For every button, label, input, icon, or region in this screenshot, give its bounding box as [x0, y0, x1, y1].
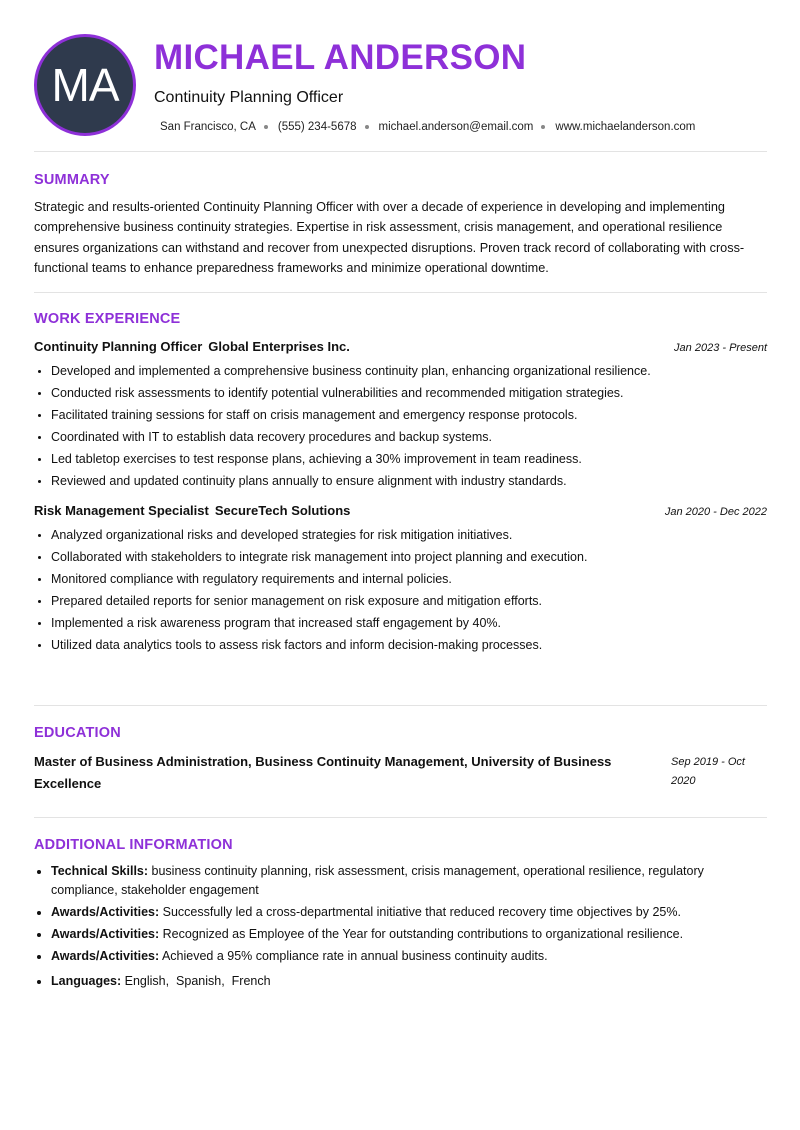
- list-item: [51, 972, 767, 991]
- list-item: • Conducted risk assessments to identify potential vulnerabilities and recommended mitigation strategies.: [51, 382, 767, 404]
- contact-location: San Francisco, CA: [160, 121, 256, 133]
- avatar: MA: [34, 34, 136, 136]
- job-role: [34, 339, 350, 354]
- job-bullets: [34, 524, 767, 657]
- separator-dot: [541, 125, 545, 129]
- list-item: • Collaborated with stakeholders to integrate risk management into project planning and execution.: [51, 546, 767, 568]
- job-date: Jan 2020 - Dec 2022: [664, 505, 767, 518]
- list-item: [51, 903, 767, 922]
- work-experience-section: [34, 293, 767, 687]
- job-entry: [34, 503, 767, 657]
- job-company: SecureTech Solutions: [214, 502, 351, 518]
- info-label: Languages:: [51, 974, 122, 988]
- list-item: • Facilitated training sessions for staff on crisis management and emergency response protocols.: [51, 404, 767, 426]
- list-item: • Analyzed organizational risks and developed strategies for risk mitigation initiatives.: [51, 524, 767, 546]
- education-section: [34, 706, 767, 817]
- education-date: Sep 2019 - Oct 2020: [671, 756, 745, 787]
- job-header: [34, 503, 767, 518]
- separator-dot: [365, 125, 369, 129]
- list-item: [51, 862, 767, 900]
- list-item: • Led tabletop exercises to test response plans, achieving a 30% improvement in team readiness.: [51, 448, 767, 470]
- summary-section: [34, 152, 767, 292]
- job-role-title: Risk Management Specialist: [34, 502, 209, 518]
- list-item: [51, 947, 767, 966]
- list-item: [51, 925, 767, 944]
- list-item: • Prepared detailed reports for senior management on risk exposure and mitigation efforts.: [51, 590, 767, 612]
- resume-header: [34, 0, 767, 151]
- info-text: Achieved a 95% compliance rate in annual business continuity audits.: [161, 949, 548, 963]
- contact-info: [160, 121, 695, 133]
- section-title-education: EDUCATION: [34, 725, 121, 741]
- list-item: • Implemented a risk awareness program that increased staff engagement by 40%.: [51, 612, 767, 634]
- job-header: [34, 339, 767, 354]
- job-role: [34, 503, 350, 518]
- candidate-name: MICHAEL ANDERSON: [154, 38, 527, 77]
- job-title: Continuity Planning Officer: [154, 89, 344, 106]
- info-text: English, Spanish, French: [124, 974, 271, 988]
- list-item: • Developed and implemented a comprehensive business continuity plan, enhancing organizational resilience.: [51, 360, 767, 382]
- education-degree: Master of Business Administration, Business Continuity Management, University of Business Excellence: [34, 754, 612, 791]
- job-bullets: [34, 360, 767, 493]
- contact-phone: (555) 234-5678: [277, 121, 357, 133]
- section-title-additional: ADDITIONAL INFORMATION: [34, 837, 233, 853]
- education-entry: [34, 751, 767, 795]
- list-item: • Reviewed and updated continuity plans annually to ensure alignment with industry standards.: [51, 470, 767, 492]
- summary-text: Strategic and results-oriented Continuity Planning Officer with over a decade of experience in developing and implementing comprehensive business continuity strategies. Expertise in risk assessment, crisis management, and operational resilience ensures organizations can withstand and recover from unexpected disruptions. Proven track record of collaborating with cross-functional teams to enhance preparedness frameworks and minimize operational downtime.: [34, 200, 745, 276]
- info-label: Awards/Activities:: [51, 927, 160, 941]
- info-text: business continuity planning, risk assessment, crisis management, operational resilience, regulatory compliance, stakeholder engagement: [51, 864, 704, 897]
- info-label: Awards/Activities:: [51, 905, 160, 919]
- job-company: Global Enterprises Inc.: [208, 339, 350, 354]
- job-entry: [34, 339, 767, 493]
- contact-email[interactable]: michael.anderson@email.com: [378, 121, 534, 133]
- list-item: • Utilized data analytics tools to assess risk factors and inform decision-making processes.: [51, 634, 767, 656]
- contact-website[interactable]: www.michaelanderson.com: [555, 121, 696, 133]
- job-role-title: Continuity Planning Officer: [34, 339, 203, 354]
- list-item: • Monitored compliance with regulatory requirements and internal policies.: [51, 568, 767, 590]
- info-text: Successfully led a cross-departmental initiative that reduced recovery time objectives by 25%.: [162, 905, 681, 919]
- separator-dot: [264, 125, 268, 129]
- additional-info-list: [34, 862, 767, 991]
- info-label: Technical Skills:: [51, 864, 149, 878]
- job-date: Jan 2023 - Present: [674, 342, 767, 354]
- additional-info-section: [34, 818, 767, 991]
- info-label: Awards/Activities:: [51, 949, 160, 963]
- list-item: • Coordinated with IT to establish data recovery procedures and backup systems.: [51, 426, 767, 448]
- section-title-work: WORK EXPERIENCE: [34, 311, 181, 327]
- info-text: Recognized as Employee of the Year for outstanding contributions to organizational resilience.: [162, 927, 684, 941]
- section-title-summary: SUMMARY: [34, 172, 110, 188]
